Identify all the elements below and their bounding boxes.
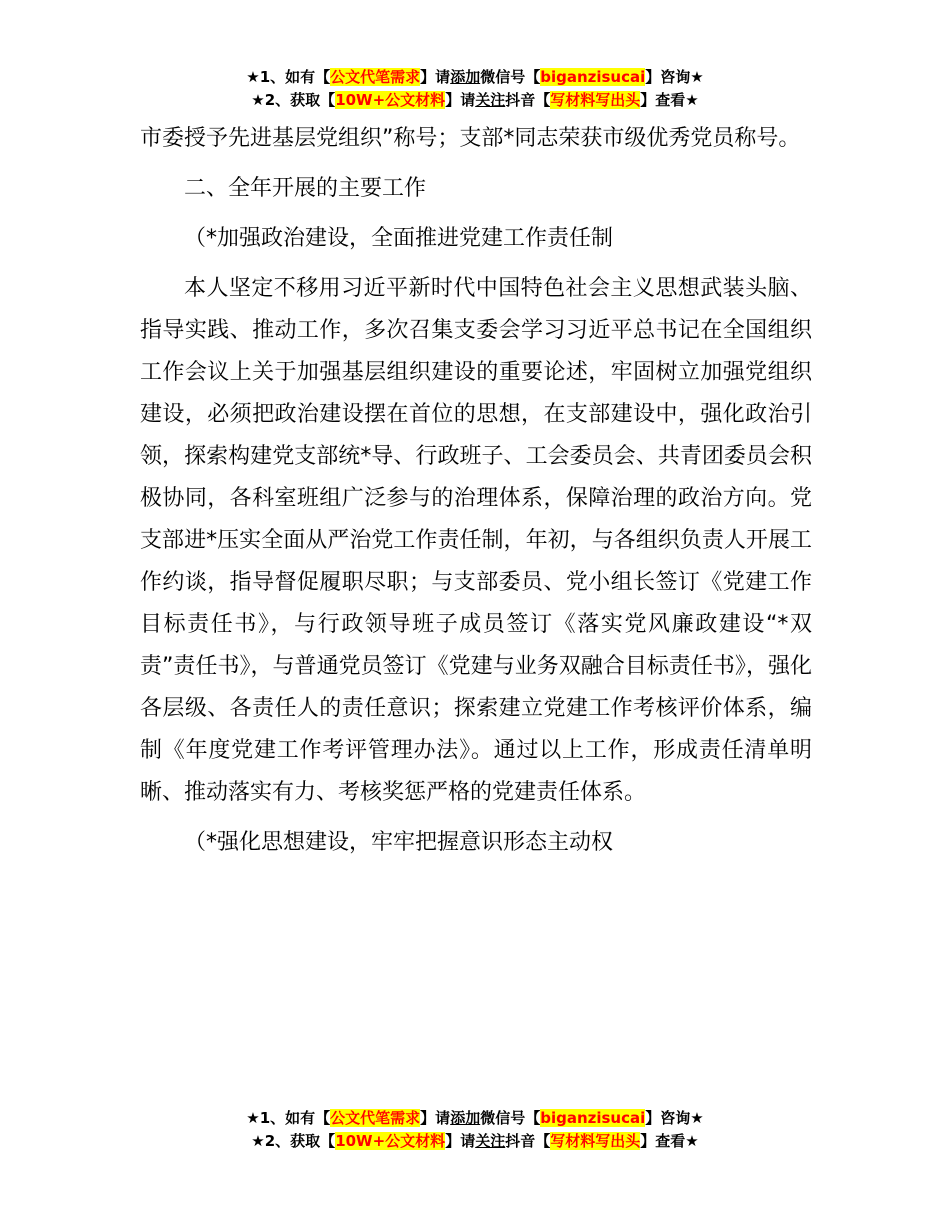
text: 微信号【 [480,1109,541,1127]
text: 】咨询★ [645,68,704,86]
underlined-text: 关注 [475,91,506,109]
underlined-text: 添加 [450,1109,481,1127]
footer-line-1 [0,1107,950,1130]
underlined-text: 关注 [475,1132,506,1150]
paragraph: 本人坚定不移用习近平新时代中国特色社会主义思想武装头脑、指导实践、推动工作，多次召集支委会学习习近平总书记在全国组织工作会议上关于加强基层组织建设的重要论述，牢固树立加强党组织建设，必须把政治建设摆在首位的思想，在支部建设中，强化政治引领，探索构建党支部统*导、行政班子、工会委员会、共青团委员会积极协同，各科室班组广泛参与的治理体系，保障治理的政治方向。党支部进*压实全面从严治党工作责任制，年初，与各组织负责人开展工作约谈，指导督促履职尽职；与支部委员、党小组长签订《党建工作目标责任书》，与行政领导班子成员签订《落实党风廉政建设“*双责”责任书》，与普通党员签订《党建与业务双融合目标责任书》，强化各层级、各责任人的责任意识；探索建立党建工作考核评价体系，编制《年度党建工作考评管理办法》。通过以上工作，形成责任清单明晰、推动落实有力、考核奖惩严格的党建责任体系。 [140,276,812,805]
footer-line-2 [0,1130,950,1153]
text: 抖音【 [505,1132,551,1150]
underlined-text: 添加 [450,68,481,86]
document-body [140,118,812,864]
highlight-text: 10W+公文材料 [335,91,446,109]
subsection-heading: （*强化思想建设，牢牢把握意识形态主动权 [184,830,614,855]
subsection-heading: （*加强政治建设，全面推进党建工作责任制 [184,226,614,251]
douyin-id: 写材料写出头 [550,91,641,109]
highlight-text: 公文代笔需求 [330,68,421,86]
text: 】请 [420,1109,451,1127]
wechat-id: biganzisucai [540,1109,646,1127]
paragraph-continuation: 市委授予先进基层党组织”称号；支部*同志荣获市级优秀党员称号。 [140,126,801,151]
douyin-id: 写材料写出头 [550,1132,641,1150]
text: ★1、如有【 [246,68,331,86]
text: 】查看★ [640,1132,699,1150]
text: ★1、如有【 [246,1109,331,1127]
text: 】请 [445,1132,476,1150]
text: 】查看★ [640,91,699,109]
header-line-1 [0,66,950,89]
text: 微信号【 [480,68,541,86]
text: 抖音【 [505,91,551,109]
highlight-text: 公文代笔需求 [330,1109,421,1127]
text: 】请 [445,91,476,109]
text: 】请 [420,68,451,86]
text: ★2、获取【 [251,1132,336,1150]
header-line-2 [0,89,950,112]
wechat-id: biganzisucai [540,68,646,86]
highlight-text: 10W+公文材料 [335,1132,446,1150]
header-banner [0,66,950,112]
footer-banner [0,1107,950,1153]
text: ★2、获取【 [251,91,336,109]
text: 】咨询★ [645,1109,704,1127]
section-heading: 二、全年开展的主要工作 [184,176,427,201]
